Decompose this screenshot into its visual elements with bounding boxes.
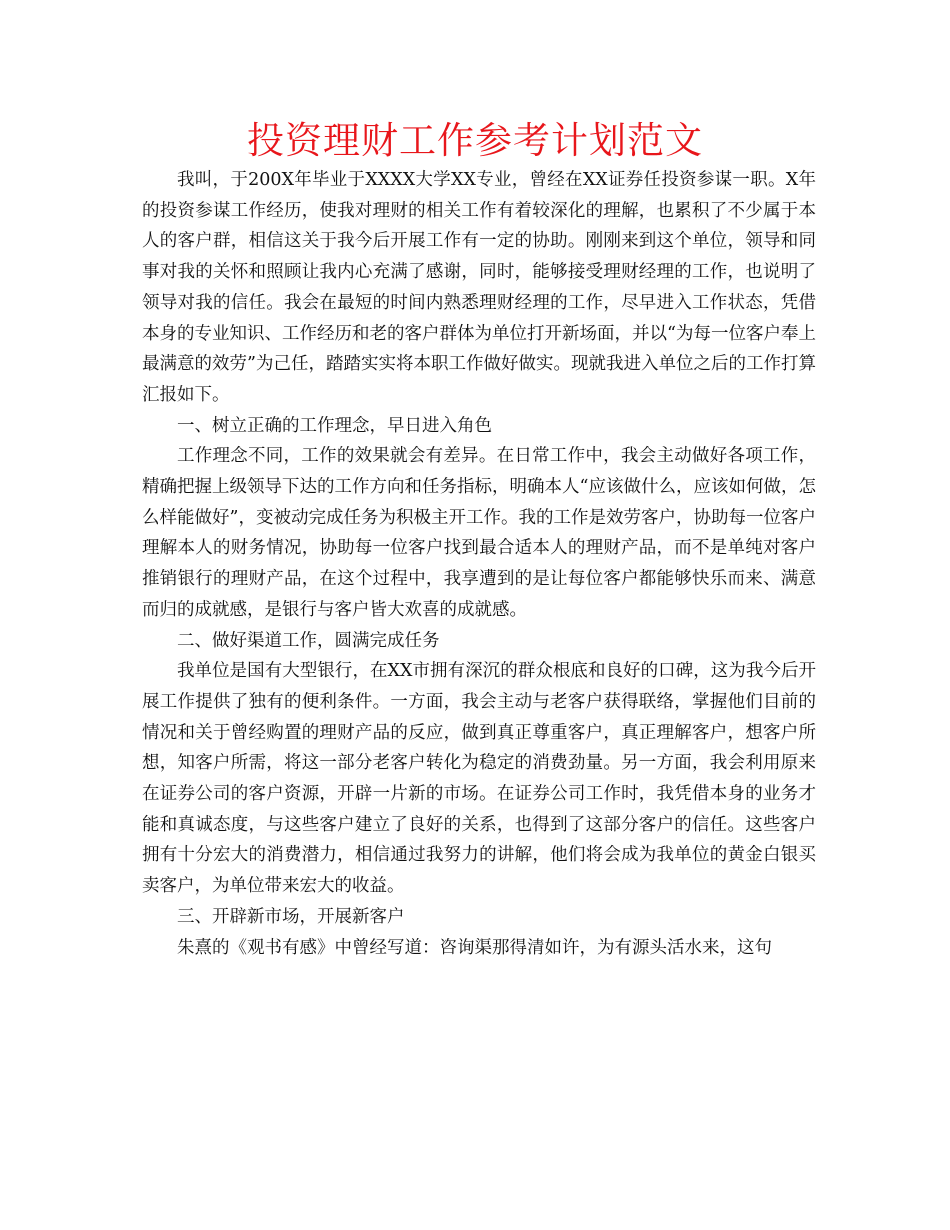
- body-paragraph: 工作理念不同，工作的效果就会有差异。在日常工作中，我会主动做好各项工作，精确把握上级领导下达的工作方向和任务指标，明确本人“应该做什么，应该如何做，怎么样能做好”，变被动完成任务为积极主开工作。我的工作是效劳客户，协助每一位客户理解本人的财务情况，协助每一位客户找到最合适本人的理财产品，而不是单纯对客户推销银行的理财产品，在这个过程中，我享遭到的是让每位客户都能够快乐而来、满意而归的成就感，是银行与客户皆大欢喜的成就感。: [142, 446, 816, 620]
- document-title: 投资理财工作参考计划范文: [247, 119, 703, 162]
- body-paragraph: 我单位是国有大型银行，在XX市拥有深沉的群众根底和良好的口碑，这为我今后开展工作提供了独有的便利条件。一方面，我会主动与老客户获得联络，掌握他们目前的情况和关于曾经购置的理财产品的反应，做到真正尊重客户，真正理解客户，想客户所想，知客户所需，将这一部分老客户转化为稳定的消费劲量。另一方面，我会利用原来在证券公司的客户资源，开辟一片新的市场。在证券公司工作时，我凭借本身的业务才能和真诚态度，与这些客户建立了良好的关系，也得到了这部分客户的信任。这些客户拥有十分宏大的消费潜力，相信通过我努力的讲解，他们将会成为我单位的黄金白银买卖客户，为单位带来宏大的收益。: [142, 661, 816, 897]
- body-paragraph: 我叫，于200X年毕业于XXXX大学XX专业，曾经在XX证券任投资参谋一职。X年的投资参谋工作经历，使我对理财的相关工作有着较深化的理解，也累积了不少属于本人的客户群，相信这关于我今后开展工作有一定的协助。刚刚来到这个单位，领导和同事对我的关怀和照顾让我内心充满了感谢，同时，能够接受理财经理的工作，也说明了领导对我的信任。我会在最短的时间内熟悉理财经理的工作，尽早进入工作状态，凭借本身的专业知识、工作经历和老的客户群体为单位打开新场面，并以“为每一位客户奉上最满意的效劳”为己任，踏踏实实将本职工作做好做实。现就我进入单位之后的工作打算汇报如下。: [142, 170, 816, 405]
- body-paragraph: 朱熹的《观书有感》中曾经写道：咨询渠那得清如许，为有源头活水来，这句: [177, 937, 772, 958]
- section-heading: 二、做好渠道工作，圆满完成任务: [177, 630, 440, 651]
- section-heading: 一、树立正确的工作理念，早日进入角色: [177, 415, 492, 436]
- document-body: [142, 165, 816, 963]
- section-heading: 三、开辟新市场，开展新客户: [177, 906, 405, 927]
